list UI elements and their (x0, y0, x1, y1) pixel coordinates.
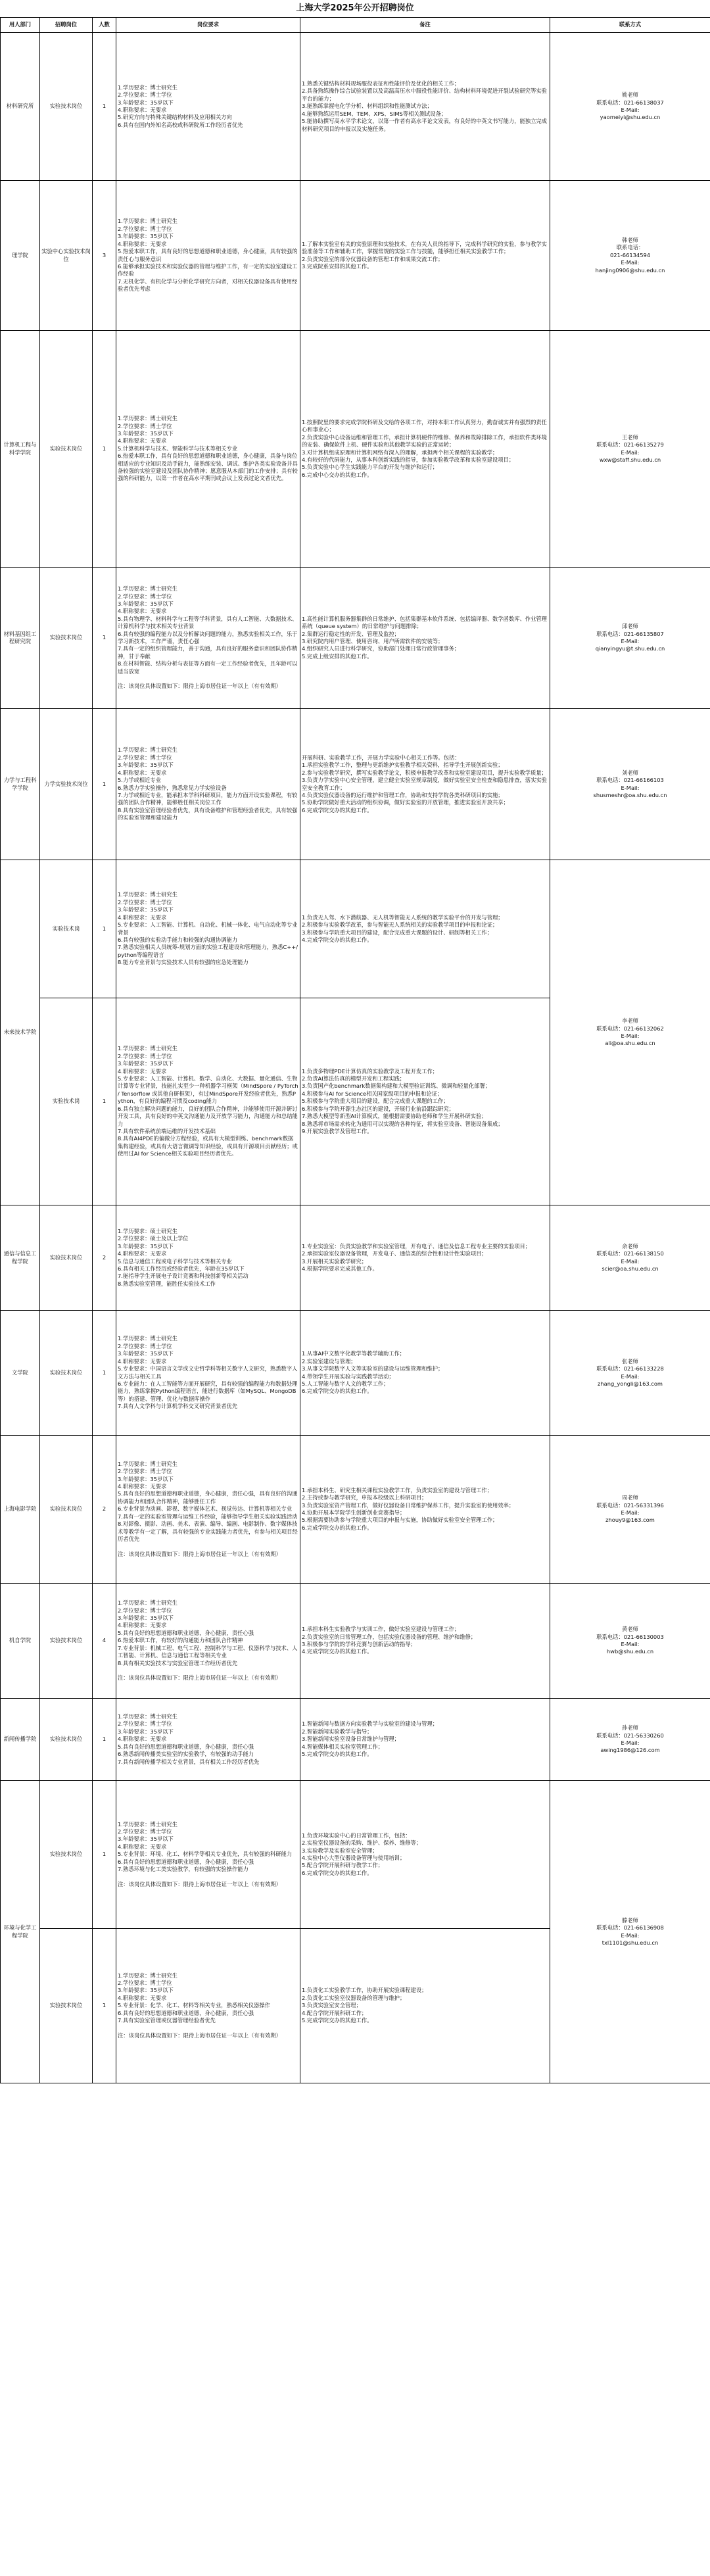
cell-remarks: 1.负责多物理PDE计算仿真的实验教学及工程开发工作； 2.负责AI算法仿真的模型开发和工程实践； 3.负责国产化benchmark数据集构建和大模型验证训练、微调和轻量化部署； 4.积极参与AI for Science相关国家级项目的申报和论证； 5.积极参与学院重大项目的建设，配合完成重大课题的工作； 6.积极参与学院开源生态社区的建设，开展行业前沿跟踪研究； 7.熟悉大模型等新型AI计算模式，能根据需要协助老师和学生开展科研实验； 8.熟悉将市场需求转化为通用可以实现的各种特征，将实验室设备、智能设备集成； 9.开展实验教学及管理工作。 (300, 998, 550, 1205)
cell-count: 4 (93, 1584, 116, 1699)
cell-remarks: 1.熟悉关键结构材料现场服役表征和性能评价及优化的相关工作； 2.具备熟练操作综合试验装置以及高温高压水中服役性能评价、结构材料环境促进开裂试验研究等实验平台的能力； 3.能熟练掌握电化学分析、材料组织和性能测试方法； 4.能够熟练运用SEM、TEM、XPS、SIMS等相关测试设备； 5.能协助撰写高水平学术论文，以第一作者有高水平论文发表，有良好的中英文书写能力，能独立完成材料研究项目的申报以及实施任务。 (300, 33, 550, 181)
header-count: 人数 (93, 18, 116, 33)
cell-contact: 周老师 联系电话：021-56331396 E-Mail: zhouy9@163.com (550, 1436, 710, 1584)
table-body (1, 33, 710, 2083)
table-row (1, 1205, 710, 1311)
cell-position: 实验技术岗位 (40, 1929, 93, 2083)
cell-requirements: 1.学历要求：硕士研究生 2.学位要求：硕士及以上学位 3.年龄要求：35岁以下 4.职称要求：无要求 5.信息与通信工程或电子科学与技术等相关专业 6.具有相关工作经历或经验者优先，年龄在35岁以下 7.能指导学生开展电子设计竞赛和科技创新等相关活动 8.熟悉实验室管理，能胜任实验技术工作 (116, 1205, 300, 1311)
cell-dept: 计算机工程与科学学院 (1, 331, 40, 568)
cell-dept: 上海电影学院 (1, 1436, 40, 1584)
table-row (1, 331, 710, 568)
cell-requirements: 1.学历要求：博士研究生 2.学位要求：博士学位 3.年龄要求：35岁以下 4.职称要求：无要求 5.专业要求：人工智能、计算机、数学、自动化、大数据、量化通信、生物计算等专业背景，技能扎实至少一种机器学习框架（MindSpore / PyTorch / Tensorflow 或其他自研框架），有过MindSpore开发经验者优先，熟悉Python，有良好的编程习惯及coding能力 6.具有独立解决问题的能力，良好的团队合作精神，并能够使用开源并研讨开发工具，具有良好的中英文沟通能力及开放学习能力，沟通能力和总结能力 7.具有软件系统前端运维的开发技术基础 8.具有AI4PDE的偏微分方程经验，或具有大模型训练、benchmark数据集构建经验，或具有大语言微调等知识经验，或具有开源项目贡献经历；或使用过AI for Science相关实验项目经历者优先。 (116, 998, 300, 1205)
cell-count: 2 (93, 1436, 116, 1584)
cell-requirements: 1.学历要求：博士研究生 2.学位要求：博士学位 3.年龄要求：35岁以下 4.职称要求：无要求 5.具有良好的思想道德和职业道德，身心健康，责任心强 6.熟悉新闻传播类实验室的实验教学，有较强的动手能力 7.具有新闻传播学相关专业背景，具有相关工作经历者优先 (116, 1699, 300, 1781)
cell-contact: 邱老师 联系电话：021-66135807 E-Mail: qianyingyu@t.shu.edu.cn (550, 568, 710, 709)
table-row (1, 860, 710, 998)
cell-contact: 李老师 联系电话：021-66132062 E-Mail: ali@oa.shu.edu.cn (550, 860, 710, 1205)
cell-requirements: 1.学历要求：博士研究生 2.学位要求：博士学位 3.年龄要求：35岁以下 4.职称要求：无要求 5.具有良好的思想道德和职业道德，身心健康，责任心强，具有良好的沟通协调能力和团队合作精神，能够胜任工作 6.专业背景为动画、影视、数字媒体艺术、视觉传达、计算机等相关专业 7.具有一定的实验室管理与运维工作经验，能够指导学生相关实验实践活动 8.对影像、摄影、动画、美术、表演、编导、编剧、电影制作、数字媒体技术等教学有一定了解，具有较强的专业实践能力者优先，有参与相关项目经历者优先 注：该岗位具体设置如下：限待上海市居住证一年以上（有有效期） (116, 1436, 300, 1584)
cell-requirements: 1.学历要求：博士研究生 2.学位要求：博士学位 3.年龄要求：35岁以下 4.职称要求：无要求 5.计算机科学与技术、智能科学与技术等相关专业 6.热爱本职工作，具有良好的思想道德和职业道德，身心健康，具备与岗位相适应的专业知识及动手能力，能熟练安装、调试、维护各类实验设备并具备较强的实验室建设及团队协作精神；愿意服从本部门的工作安排；具有较强的科研能力，以第一作者在高水平期刊或会议上发表过论文者优先。 (116, 331, 300, 568)
table-row (1, 33, 710, 181)
cell-contact: 孙老师 联系电话：021-56330260 E-Mail: awing1986@126.com (550, 1699, 710, 1781)
cell-count: 3 (93, 181, 116, 331)
cell-position: 实验技术岗位 (40, 568, 93, 709)
cell-requirements: 1.学历要求：博士研究生 2.学位要求：博士学位 3.年龄要求：35岁以下 4.职称要求：无要求 5.热爱本职工作，具有良好的思想道德和职业道德，身心健康，具有较强的责任心与服务意识 6.能够承担实验技术和实验仪器的管理与维护工作，有一定的实验室建设工作经验 7.无机化学、有机化学与分析化学研究方向者，对相关仪器设备具有使用经验者优先考虑 (116, 181, 300, 331)
cell-contact: 黄老师 联系电话：021-66130003 E-Mail: hwb@shu.edu.cn (550, 1584, 710, 1699)
cell-remarks: 开展科研、实验教学工作，开展力学实验中心相关工作等。包括： 1.承担实验教学工作，整理与更新维护实验教学相关资料，指导学生开展创新实验； 2.参与实验教学研究，撰写实验教学论文，积极申报教学改革和实验室建设项目，提升实验教学质量； 3.负责力学实验中心安全管理，建立健全实验室规章制度，做好实验室安全检查和隐患排查，落实实验室安全教育工作； 4.负责实验仪器设备的运行维护和管理工作，协助和支持学院各类科研项目的实施； 5.协助学院做好重大活动的组织协调，做好实验室的开放管理，推进实验室开放共享； 6.完成学院交办的其他工作。 (300, 709, 550, 860)
cell-contact: 滕老师 联系电话：021-66136908 E-Mail: txl1101@shu.edu.cn (550, 1781, 710, 2083)
cell-requirements: 1.学历要求：博士研究生 2.学位要求：博士学位 3.年龄要求：35岁以下 4.职称要求：无要求 5.专业要求：中国语言文学或文史哲学科等相关数字人文研究，熟悉数字人文方法与相关工具 6.专业能力：在人工智能等方面开展研究，具有较强的编程能力和数据处理能力，熟练掌握Python编程语言，能进行数据库（如MySQL、MongoDB等）的搭建、管理、优化与数据库操作 7.具有人文学科与计算机学科交叉研究背景者优先 (116, 1311, 300, 1436)
cell-position: 实验技术岗位 (40, 1205, 93, 1311)
cell-requirements: 1.学历要求：博士研究生 2.学位要求：博士学位 3.年龄要求：35岁以下 4.职称要求：无要求 5.力学或相近专业 6.熟悉力学实验操作，熟悉常见力学实验设备 7.力学或相近专业，能承担本学科科研项目，能力方面开设实验课程，有较强的团队合作精神，能够胜任相关岗位工作 8.具有实验室管理经验者优先，具有设备维护和管理经验者优先，具有较强的实验室管理和建设能力 (116, 709, 300, 860)
cell-position: 实验技术岗位 (40, 331, 93, 568)
cell-remarks: 1.按照院里的要求完成学院科研及交给的各项工作，对持本职工作认真努力，勤奋诚实并有强烈的责任心和事业心； 2.负责实验中心设备运维和管理工作，承担计算机硬件的维修、保养和故障排除工作，承担软件类环境的安装、确保软件上机、硬件实验和其他教学实验的正常运转； 3.对计算机组成原理和计算机网络有深入的理解，承担两个相关课程的实验教学； 4.有较好的代码能力，从事本科创新实践的指导，参加实验教学改革和实验室建设项目； 5.负责实验中心学生实践能力平台的开发与维护和运行； 6.完成中心交办的其他工作。 (300, 331, 550, 568)
table-row (1, 568, 710, 709)
cell-remarks: 1.从事AI中文数字化教学等教学辅助工作； 2.实验室建设与管理； 3.从事文学院数字人文等实验室的建设与运维管理和维护； 4.带领学生开展实验与实践教学活动； 5.人工智能与数字人文的教学工作； 6.完成学院交办的其他工作。 (300, 1311, 550, 1436)
table-row (1, 1436, 710, 1584)
cell-contact: 余老师 联系电话：021-66138150 E-Mail: scier@oa.shu.edu.cn (550, 1205, 710, 1311)
cell-contact: 姚老师 联系电话：021-66138037 E-Mail: yaomeiyi@shu.edu.cn (550, 33, 710, 181)
cell-count: 1 (93, 33, 116, 181)
header-dept: 用人部门 (1, 18, 40, 33)
cell-requirements: 1.学历要求：博士研究生 2.学位要求：博士学位 3.年龄要求：35岁以下 4.职称要求：无要求 5.具有良好的思想道德和职业道德，身心健康，责任心强 6.热爱本职工作，有较好的沟通能力和团队合作精神 7.专业背景：机械工程、电气工程、控制科学与工程、仪器科学与技术、人工智能、计算机、信息与通信工程等相关专业 8.具有相关实验技术与实验室管理工作经历者优先 注：该岗位具体设置如下：限待上海市居住证一年以上（有有效期） (116, 1584, 300, 1699)
cell-count: 1 (93, 860, 116, 998)
header-contact: 联系方式 (550, 18, 710, 33)
table-row (1, 181, 710, 331)
cell-remarks: 1.负责无人驾、水下潜航器、无人机等智能无人系统的教学实验平台的开发与管理； 2.积极参与实验教学改革，参与智能无人系统相关的实验教学项目的申报和论证； 3.积极参与学院重大项目的建设，配合完成重大课题的设计、研制等相关工作； 4.完成学院交办的其他工作。 (300, 860, 550, 998)
cell-count: 1 (93, 1781, 116, 1929)
cell-contact: 王老师 联系电话：021-66135279 E-Mail: wxw@staff.shu.edu.cn (550, 331, 710, 568)
cell-dept: 新闻传播学院 (1, 1699, 40, 1781)
cell-remarks: 1.负责环境实验中心的日常管理工作，包括： 2.实验室仪器设备的采购、维护、保养、维修等； 3.实验教学及实验室安全管理； 4.实验中心大型仪器设备管理与使用培训； 5.配合学院开展科研与教学工作； 6.完成学院交办的其他工作。 (300, 1781, 550, 1929)
cell-position: 实验技术岗位 (40, 1311, 93, 1436)
cell-remarks: 1.高性能计算机服务器集群的日常维护、包括集群基本软件系统、包括编译器、数学函数库、作业管理系统（queue system）的日常维护与问题排除； 2.集群运行稳定性的开发、管理及监控； 3.研究院内用户管理、使用咨询、用户所需软件的安装等； 4.组织研究人员进行科学研究，协助部门处理日常行政管理事务； 5.完成上级安排的其他工作。 (300, 568, 550, 709)
table-row (1, 1311, 710, 1436)
header-remarks: 备注 (300, 18, 550, 33)
cell-requirements: 1.学历要求：博士研究生 2.学位要求：博士学位 3.年龄要求：35岁以下 4.职称要求：无要求 5.研究方向与特殊关键结构材料及应用相关方向 6.具有在国内外知名高校或科研院所工作经历者优先 (116, 33, 300, 181)
cell-position: 力学实验技术岗位 (40, 709, 93, 860)
cell-contact: 刘老师 联系电话：021-66166103 E-Mail: shusmeshr@oa.shu.edu.cn (550, 709, 710, 860)
table-row (1, 1781, 710, 1929)
cell-contact: 韩老师 联系电话： 021-66134594 E-Mail: hanjing0906@shu.edu.cn (550, 181, 710, 331)
cell-dept: 材料基因组工程研究院 (1, 568, 40, 709)
cell-remarks: 1.负责化工实验教学工作，协助开展实验课程建设； 2.负责化工实验室仪器设备的管理与维护； 3.负责实验室安全管理； 4.配合学院开展科研工作； 5.完成学院交办的其他工作。 (300, 1929, 550, 2083)
cell-requirements: 1.学历要求：博士研究生 2.学位要求：博士学位 3.年龄要求：35岁以下 4.职称要求：无要求 5.专业背景：环境、化工、材料学等相关专业优先，具有较强的科研能力 6.具有良好的思想道德和职业道德，身心健康，责任心强 7.熟悉环境与化工类实验教学，有较强的实验操作能力 注：该岗位具体设置如下：限待上海市居住证一年以上（有有效期） (116, 1781, 300, 1929)
cell-dept: 机自学院 (1, 1584, 40, 1699)
page-title: 上海大学2025年公开招聘岗位 (296, 3, 414, 13)
cell-position: 实验技术岗 (40, 860, 93, 998)
cell-dept: 通信与信息工程学院 (1, 1205, 40, 1311)
cell-position: 实验技术岗位 (40, 1781, 93, 1929)
cell-dept: 理学院 (1, 181, 40, 331)
cell-dept: 环境与化学工程学院 (1, 1781, 40, 2083)
cell-remarks: 1.承担本科生实验教学与实训工作，做好实验室建设与管理工作； 2.负责实验室的日常管理工作，包括实验仪器设备的管理、维护和维修； 3.积极参与学院的学科竞赛与创新活动的指导； 4.完成学院交办的其他工作。 (300, 1584, 550, 1699)
cell-remarks: 1.专业实验室：负责实验教学和实验室管理，开有电子、通信及信息工程专业主要的实验项目； 2.承担实验室仪器设备管理，开发电子、通信类的综合性和设计性实验项目； 3.开展相关实验教学研究； 4.根据学院要求完成其他工作。 (300, 1205, 550, 1311)
cell-count: 1 (93, 1311, 116, 1436)
table-row (1, 1584, 710, 1699)
cell-count: 1 (93, 1929, 116, 2083)
cell-count: 1 (93, 1699, 116, 1781)
cell-requirements: 1.学历要求：博士研究生 2.学位要求：博士学位 3.年龄要求：35岁以下 4.职称要求：无要求 5.专业背景：化学、化工、材料等相关专业，熟悉相关仪器操作 6.具有良好的思想道德和职业道德，身心健康，责任心强 7.具有实验室管理或仪器管理经验者优先 注：该岗位具体设置如下：限待上海市居住证一年以上（有有效期） (116, 1929, 300, 2083)
header-requirements: 岗位要求 (116, 18, 300, 33)
cell-count: 1 (93, 568, 116, 709)
cell-position: 实验技术岗位 (40, 33, 93, 181)
cell-dept: 材料研究所 (1, 33, 40, 181)
cell-position: 实验技术岗位 (40, 1436, 93, 1584)
table-row (1, 709, 710, 860)
cell-dept: 力学与工程科学学院 (1, 709, 40, 860)
cell-requirements: 1.学历要求：博士研究生 2.学位要求：博士学位 3.年龄要求：35岁以下 4.职称要求：无要求 5.具有物理学、材料科学与工程等学科背景，具有人工智能、大数据技术、计算机科学与技术相关专业背景 6.具有较强的编程能力以及分析解决问题的能力，熟悉实验相关工作，乐于学习新技术，工作严谨，责任心强 7.具有一定的组织管理能力，善于沟通，具有良好的服务意识和团队协作精神，甘于奉献 8.在材料智能、结构分析与表征等方面有一定工作经验者优先，且年龄可以适当放宽 注：该岗位具体设置如下：限待上海市居住证一年以上（有有效期） (116, 568, 300, 709)
cell-position: 实验技术岗位 (40, 1699, 93, 1781)
cell-dept: 未来技术学院 (1, 860, 40, 1205)
table-header-row (1, 18, 710, 33)
cell-remarks: 1.智能新闻与数据方向实验教学与实验室的建设与管理； 2.智能新闻实验教学与指导； 3.智能新闻实验室设备日常维护与管理； 4.智能媒体相关实验室管理工作； 5.完成学院交办的其他工作。 (300, 1699, 550, 1781)
cell-requirements: 1.学历要求：博士研究生 2.学位要求：博士学位 3.年龄要求：35岁以下 4.职称要求：无要求 5.专业要求：人工智能、计算机、自动化、机械一体化、电气自动化等专业背景 6.具有较强的实验动手能力和较强的沟通协调能力 7.熟悉实验相关人员统筹-规划方面的实验工程建设和管理能力，熟悉C++/python等编程语言 8.能力专业背景与实验技术人员有较强的应急处理能力 (116, 860, 300, 998)
recruitment-table (0, 17, 710, 2083)
header-position: 招聘岗位 (40, 18, 93, 33)
cell-remarks: 1.了解本实验室有关的实验原理和实验技术，在有关人员的指导下，完成科学研究的实验，参与教学实验准备等工作和辅助工作，掌握常规的实验工作与技能，能够担任相关实验教学工作； 2.负责实验室的部分仪器设备的管理工作和成果交流工作； 3.完成院系安排的其他工作。 (300, 181, 550, 331)
cell-contact: 张老师 联系电话：021-66133228 E-Mail: zhang_yongli@163.com (550, 1311, 710, 1436)
cell-count: 1 (93, 998, 116, 1205)
cell-count: 1 (93, 331, 116, 568)
cell-dept: 文学院 (1, 1311, 40, 1436)
cell-position: 实验技术岗位 (40, 1584, 93, 1699)
cell-remarks: 1.承担本科生、研究生相关课程实验教学工作，负责实验室的建设与管理工作； 2.主持或参与教学研究，申报本校级以上科研项目； 3.负责实验室资产管理工作，做好仪器设备日常维护保养工作，提升实验室的使用效率； 4.协助开展本学院学生创新创业竞赛指导； 5.根据需要协助参与学院重大项目的申报与实施，协助做好实验室安全管理工作； 6.完成学院交办的其他工作。 (300, 1436, 550, 1584)
table-row (1, 1699, 710, 1781)
cell-count: 2 (93, 1205, 116, 1311)
cell-count: 1 (93, 709, 116, 860)
cell-position: 实验技术岗 (40, 998, 93, 1205)
cell-position: 实验中心实验技术岗位 (40, 181, 93, 331)
